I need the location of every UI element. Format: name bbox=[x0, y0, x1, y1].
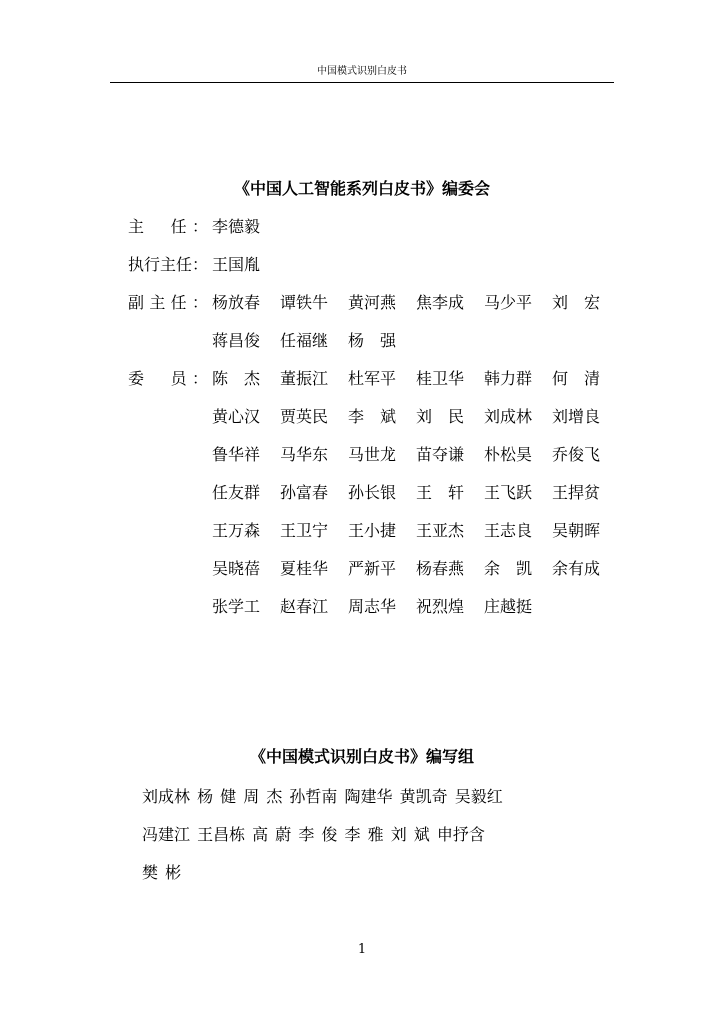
page-number: 1 bbox=[357, 942, 367, 957]
member-name: 何 清 bbox=[552, 369, 601, 388]
committee-names bbox=[212, 290, 620, 316]
committee-names bbox=[212, 214, 280, 240]
committee-names bbox=[212, 328, 416, 354]
writing-group-line: 樊 彬 bbox=[142, 863, 182, 882]
member-name: 王志良 bbox=[484, 521, 533, 540]
member-name: 杨春燕 bbox=[416, 559, 465, 578]
member-name: 严新平 bbox=[348, 559, 397, 578]
committee-role: 执行主任： bbox=[128, 255, 209, 274]
committee-names bbox=[212, 518, 620, 544]
member-name: 祝烈煌 bbox=[416, 597, 465, 616]
committee-role: 主 任： bbox=[128, 217, 208, 236]
member-name: 马少平 bbox=[484, 293, 533, 312]
writing-group-line: 刘成林 杨 健 周 杰 孙哲南 陶建华 黄凯奇 吴毅红 bbox=[142, 787, 503, 806]
member-name: 李 斌 bbox=[348, 407, 397, 426]
member-name: 桂卫华 bbox=[416, 369, 465, 388]
committee-names bbox=[212, 404, 620, 430]
member-name: 王国胤 bbox=[212, 255, 261, 274]
member-name: 杨 强 bbox=[348, 331, 397, 350]
committee-names bbox=[212, 366, 620, 392]
committee-names bbox=[212, 252, 280, 278]
member-name: 庄越挺 bbox=[484, 597, 533, 616]
committee-names bbox=[212, 556, 620, 582]
member-name: 任友群 bbox=[212, 483, 261, 502]
member-name: 刘 民 bbox=[416, 407, 465, 426]
member-name: 王 轩 bbox=[416, 483, 465, 502]
member-name: 苗夺谦 bbox=[416, 445, 465, 464]
committee-names bbox=[212, 442, 620, 468]
member-name: 贾英民 bbox=[280, 407, 329, 426]
member-name: 马世龙 bbox=[348, 445, 397, 464]
member-name: 鲁华祥 bbox=[212, 445, 261, 464]
member-name: 王万森 bbox=[212, 521, 261, 540]
header-rule bbox=[110, 82, 614, 83]
member-name: 董振江 bbox=[280, 369, 329, 388]
member-name: 余有成 bbox=[552, 559, 601, 578]
writing-group-line: 冯建江 王昌栋 高 蔚 李 俊 李 雅 刘 斌 申抒含 bbox=[142, 825, 485, 844]
member-name: 杨放春 bbox=[212, 293, 261, 312]
writing-group-title: 《中国模式识别白皮书》编写组 bbox=[249, 747, 474, 766]
member-name: 李德毅 bbox=[212, 217, 261, 236]
member-name: 谭铁牛 bbox=[280, 293, 329, 312]
member-name: 蒋昌俊 bbox=[212, 331, 261, 350]
member-name: 马华东 bbox=[280, 445, 329, 464]
member-name: 黄河燕 bbox=[348, 293, 397, 312]
member-name: 王卫宁 bbox=[280, 521, 329, 540]
member-name: 王飞跃 bbox=[484, 483, 533, 502]
member-name: 陈 杰 bbox=[212, 369, 261, 388]
member-name: 韩力群 bbox=[484, 369, 533, 388]
member-name: 王捍贫 bbox=[552, 483, 601, 502]
member-name: 黄心汉 bbox=[212, 407, 261, 426]
member-name: 余 凯 bbox=[484, 559, 533, 578]
member-name: 赵春江 bbox=[280, 597, 329, 616]
member-name: 刘成林 bbox=[484, 407, 533, 426]
member-name: 刘 宏 bbox=[552, 293, 601, 312]
member-name: 任福继 bbox=[280, 331, 329, 350]
member-name: 张学工 bbox=[212, 597, 261, 616]
committee-role: 副主任： bbox=[128, 293, 208, 312]
member-name: 乔俊飞 bbox=[552, 445, 601, 464]
member-name: 孙富春 bbox=[280, 483, 329, 502]
member-name: 焦李成 bbox=[416, 293, 465, 312]
member-name: 杜军平 bbox=[348, 369, 397, 388]
committee-role: 委 员： bbox=[128, 369, 208, 388]
member-name: 吴朝晖 bbox=[552, 521, 601, 540]
member-name: 孙长银 bbox=[348, 483, 397, 502]
member-name: 刘增良 bbox=[552, 407, 601, 426]
committee-names bbox=[212, 594, 552, 620]
member-name: 夏桂华 bbox=[280, 559, 329, 578]
member-name: 王亚杰 bbox=[416, 521, 465, 540]
committee-names bbox=[212, 480, 620, 506]
member-name: 吴晓蓓 bbox=[212, 559, 261, 578]
member-name: 周志华 bbox=[348, 597, 397, 616]
committee-title: 《中国人工智能系列白皮书》编委会 bbox=[233, 179, 490, 198]
member-name: 王小捷 bbox=[348, 521, 397, 540]
running-header: 中国模式识别白皮书 bbox=[317, 66, 407, 77]
member-name: 朴松昊 bbox=[484, 445, 533, 464]
